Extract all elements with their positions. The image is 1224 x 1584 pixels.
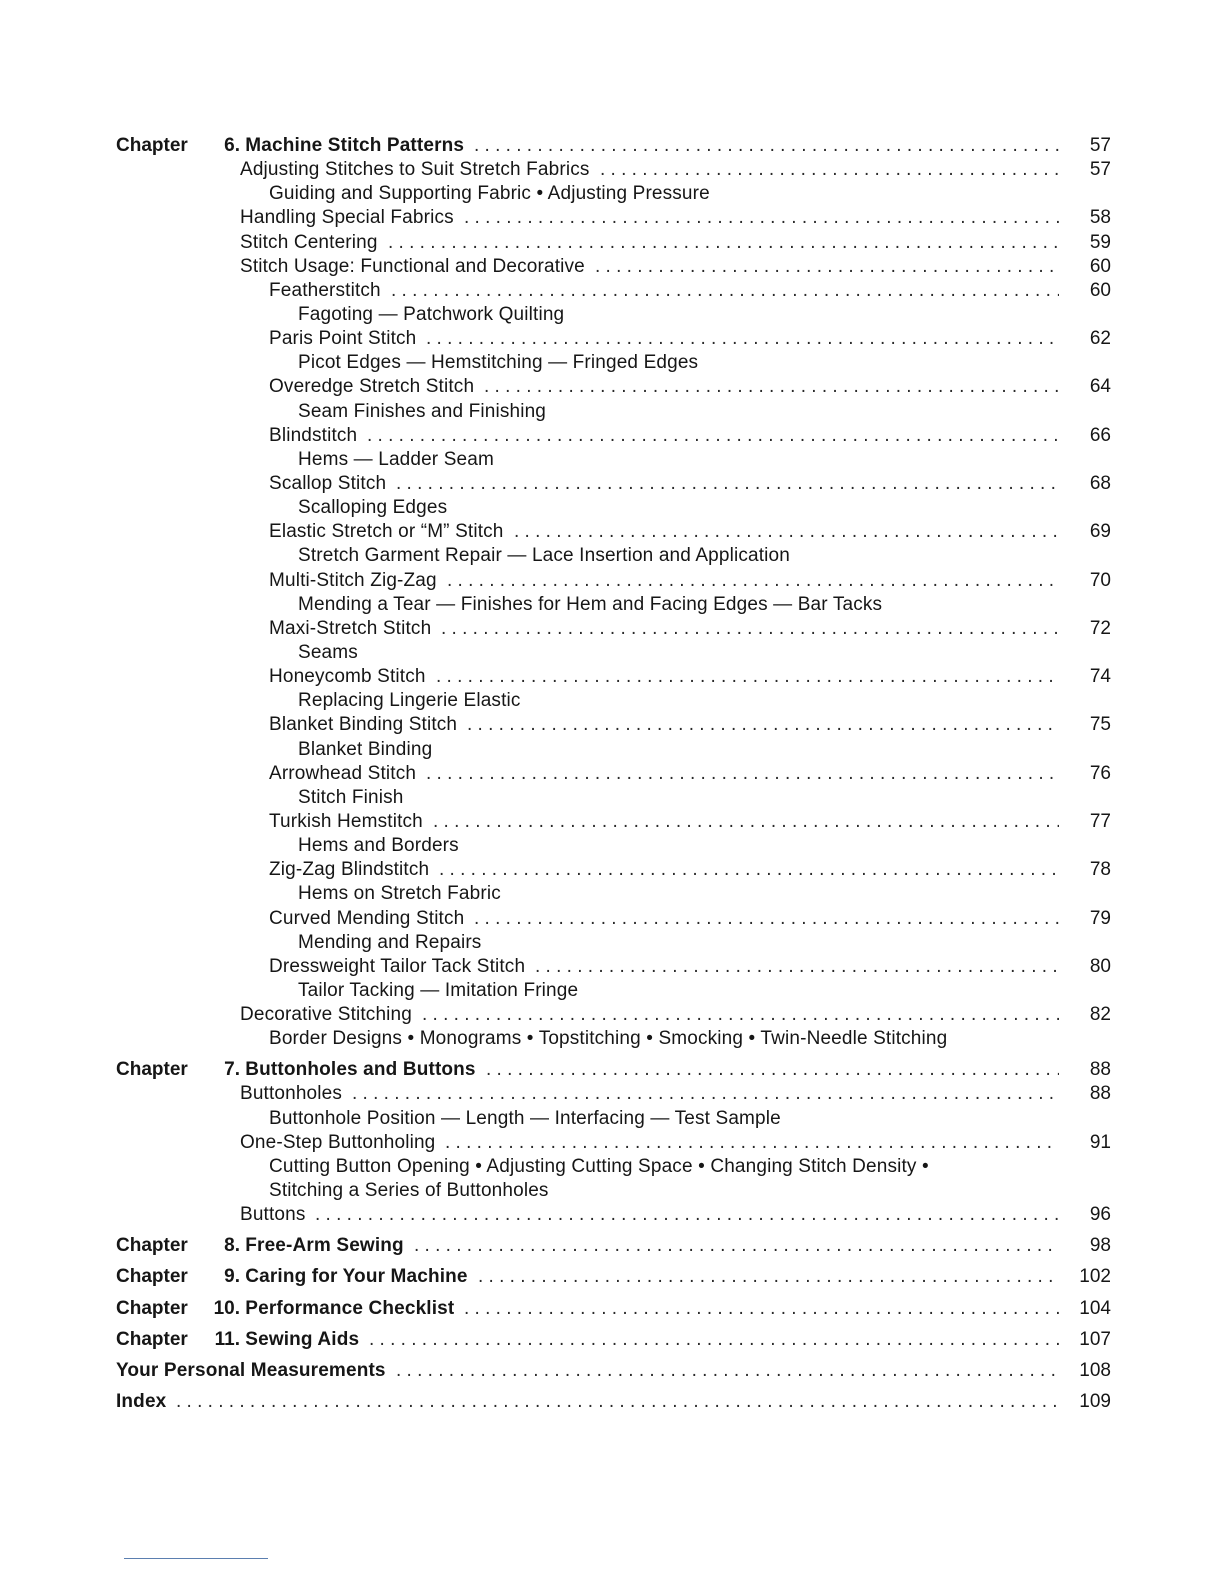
toc-entry-title: Overedge Stretch Stitch — [269, 376, 475, 398]
leader-dots — [436, 665, 1059, 689]
toc-entry-title: Handling Special Fabrics — [240, 207, 454, 229]
toc-entry-row — [116, 496, 1111, 520]
toc-entry-label — [240, 1131, 435, 1155]
chapter-number: 7. — [224, 1059, 240, 1081]
toc-page-number: 70 — [1089, 569, 1111, 591]
footer-rule — [124, 1558, 268, 1559]
toc-page-number: 104 — [1079, 1297, 1111, 1319]
toc-page-number: 88 — [1089, 1059, 1111, 1081]
leader-dots — [445, 1131, 1059, 1155]
toc-entry-row — [116, 279, 1111, 303]
leader-dots — [315, 1203, 1059, 1227]
leader-dots — [352, 1082, 1059, 1106]
toc-entry-title: Buttons — [240, 1204, 306, 1226]
toc-entry-title: Stitch Usage: Functional and Decorative — [240, 255, 585, 277]
chapter-label: Chapter — [116, 1266, 188, 1288]
toc-entry-title: Turkish Hemstitch — [269, 810, 423, 832]
leader-dots — [369, 1328, 1059, 1352]
toc-entry-title: Stitch Centering — [240, 231, 378, 253]
leader-dots — [414, 1234, 1059, 1258]
toc-entry-title: Mending and Repairs — [298, 931, 482, 953]
chapter-number: 6. — [224, 135, 240, 156]
toc-entry-row — [116, 955, 1111, 979]
toc-entry-label — [269, 424, 357, 448]
toc-entry-row — [116, 641, 1111, 665]
toc-entry-label — [116, 1359, 386, 1383]
toc-entry-row — [116, 738, 1111, 762]
leader-dots — [441, 617, 1059, 641]
toc-entry-title: Scalloping Edges — [298, 497, 448, 519]
toc-page-number: 82 — [1089, 1004, 1111, 1026]
toc-entry-label — [269, 810, 423, 834]
toc-chapter-row — [116, 1297, 1111, 1321]
chapter-label: Chapter — [116, 1328, 188, 1350]
toc-entry-row — [116, 665, 1111, 689]
toc-entry-row — [116, 858, 1111, 882]
toc-entry-label — [298, 496, 447, 520]
toc-entry-label — [116, 1265, 468, 1289]
toc-entry-row — [116, 786, 1111, 810]
toc-entry-title: Performance Checklist — [245, 1297, 455, 1319]
toc-entry-title: Stretch Garment Repair — Lace Insertion and Application — [298, 545, 790, 567]
toc-entry-label — [269, 569, 437, 593]
toc-entry-title: Scallop Stitch — [269, 472, 387, 494]
toc-entry-row — [116, 375, 1111, 399]
toc-entry-label — [116, 1390, 166, 1414]
toc-entry-label — [269, 472, 386, 496]
toc-entry-label — [240, 231, 378, 255]
leader-dots — [464, 1297, 1059, 1321]
toc-entry-title: Picot Edges — Hemstitching — Fringed Edges — [298, 352, 699, 374]
leader-dots — [595, 255, 1059, 279]
toc-entry-label — [116, 1234, 404, 1258]
toc-entry-label — [298, 979, 578, 1003]
toc-entry-label — [116, 1328, 359, 1352]
toc-entry-title: Stitch Finish — [298, 786, 404, 808]
chapter-label: Chapter — [116, 1297, 188, 1319]
toc-entry-row — [116, 158, 1111, 182]
toc-page-number: 66 — [1089, 424, 1111, 446]
leader-dots — [396, 1359, 1059, 1383]
toc-entry-title: Arrowhead Stitch — [269, 762, 417, 784]
toc-chapter-row — [116, 1234, 1111, 1258]
toc-entry-row — [116, 569, 1111, 593]
leader-dots — [447, 569, 1059, 593]
leader-dots — [439, 858, 1059, 882]
toc-entry-row — [116, 810, 1111, 834]
leader-dots — [467, 713, 1059, 737]
toc-entry-title: Hems — Ladder Seam — [298, 448, 494, 470]
toc-page-number: 78 — [1089, 859, 1111, 881]
toc-entry-label — [298, 400, 546, 424]
toc-page-number: 108 — [1079, 1359, 1111, 1381]
leader-dots — [484, 375, 1059, 399]
leader-dots — [474, 907, 1059, 931]
toc-entry-row — [116, 1359, 1111, 1383]
toc-entry-title: Elastic Stretch or “M” Stitch — [269, 521, 504, 543]
toc-entry-title: Mending a Tear — Finishes for Hem and Facing Edges — Bar Tacks — [298, 593, 883, 615]
toc-entry-title: Caring for Your Machine — [245, 1266, 468, 1288]
toc-entry-label — [269, 955, 525, 979]
toc-entry-row — [116, 1082, 1111, 1106]
leader-dots — [367, 424, 1059, 448]
toc-page-number: 72 — [1089, 617, 1111, 639]
toc-entry-title: Buttonholes and Buttons — [245, 1059, 476, 1081]
toc-entry-label — [116, 134, 464, 158]
toc-entry-label — [240, 1203, 305, 1227]
toc-entry-label — [298, 351, 698, 375]
toc-page-number: 74 — [1089, 666, 1111, 688]
toc-entry-label — [298, 738, 432, 762]
toc-entry-title: Blanket Binding — [298, 738, 433, 760]
toc-entry-label — [240, 255, 585, 279]
toc-entry-row — [116, 834, 1111, 858]
toc-entry-title: Buttonholes — [240, 1083, 343, 1105]
toc-entry-row — [116, 1027, 1111, 1051]
toc-chapter-row — [116, 1265, 1111, 1289]
toc-entry-label — [269, 762, 416, 786]
leader-dots — [535, 955, 1059, 979]
leader-dots — [474, 134, 1059, 158]
toc-page-number: 75 — [1089, 714, 1111, 736]
toc-entry-title: Cutting Button Opening • Adjusting Cutting Space • Changing Stitch Density • — [269, 1155, 929, 1177]
toc-entry-row — [116, 1203, 1111, 1227]
chapter-label: Chapter — [116, 1235, 188, 1257]
toc-entry-title: Paris Point Stitch — [269, 328, 417, 350]
toc-entry-label — [269, 1027, 947, 1051]
toc-entry-title: Replacing Lingerie Elastic — [298, 690, 521, 712]
toc-entry-label — [298, 786, 403, 810]
toc-entry-label — [116, 1297, 454, 1321]
toc-entry-row — [116, 1179, 1111, 1203]
leader-dots — [464, 206, 1059, 230]
toc-entry-row — [116, 713, 1111, 737]
leader-dots — [391, 279, 1059, 303]
toc-entry-label — [240, 158, 590, 182]
toc-page-number: 98 — [1089, 1235, 1111, 1257]
toc-page-number: 96 — [1089, 1204, 1111, 1226]
toc-entry-title: Honeycomb Stitch — [269, 666, 426, 688]
toc-entry-title: Adjusting Stitches to Suit Stretch Fabrics — [240, 159, 590, 181]
toc-entry-title: Seams — [298, 641, 358, 663]
toc-entry-title: Hems and Borders — [298, 835, 459, 857]
toc-entry-title: Border Designs • Monograms • Topstitching • Smocking • Twin-Needle Stitching — [269, 1028, 948, 1050]
toc-entry-row — [116, 424, 1111, 448]
toc-entry-row — [116, 448, 1111, 472]
toc-entry-label — [269, 665, 426, 689]
toc-page-number: 107 — [1079, 1328, 1111, 1350]
toc-entry-title: Hems on Stretch Fabric — [298, 883, 501, 905]
toc-page-number: 68 — [1089, 472, 1111, 494]
toc-entry-title: Featherstitch — [269, 279, 381, 301]
toc-entry-title: One-Step Buttonholing — [240, 1131, 436, 1153]
toc-entry-label — [116, 1058, 476, 1082]
toc-entry-row — [116, 303, 1111, 327]
toc-entry-title: Free-Arm Sewing — [245, 1235, 404, 1257]
toc-page-number: 91 — [1089, 1131, 1111, 1153]
chapter-number: 11. — [214, 1328, 240, 1350]
toc-page-number: 57 — [1089, 135, 1111, 156]
toc-entry-title: Zig-Zag Blindstitch — [269, 859, 430, 881]
toc-entry-row — [116, 1131, 1111, 1155]
toc-entry-label — [298, 641, 358, 665]
toc-entry-label — [298, 689, 521, 713]
toc-entry-row — [116, 255, 1111, 279]
toc-entry-row — [116, 206, 1111, 230]
toc-entry-label — [240, 1003, 412, 1027]
toc-entry-row — [116, 593, 1111, 617]
toc-entry-label — [298, 882, 501, 906]
toc-entry-row — [116, 1003, 1111, 1027]
toc-entry-row — [116, 231, 1111, 255]
toc-entry-label — [269, 907, 464, 931]
toc-page-number: 80 — [1089, 955, 1111, 977]
toc-entry-row — [116, 520, 1111, 544]
toc-entry-label — [298, 834, 459, 858]
toc-page-number: 59 — [1089, 231, 1111, 253]
leader-dots — [600, 158, 1059, 182]
toc-page-number: 77 — [1089, 810, 1111, 832]
toc-entry-row — [116, 762, 1111, 786]
toc-entry-row — [116, 1155, 1111, 1179]
leader-dots — [486, 1058, 1059, 1082]
toc-page-number: 58 — [1089, 207, 1111, 229]
toc-entry-title: Fagoting — Patchwork Quilting — [298, 303, 565, 325]
toc-entry-label — [240, 206, 454, 230]
leader-dots — [422, 1003, 1059, 1027]
toc-entry-title: Your Personal Measurements — [116, 1359, 386, 1381]
toc-page-number: 88 — [1089, 1083, 1111, 1105]
toc-page-number: 79 — [1089, 907, 1111, 929]
toc-entry-row — [116, 1107, 1111, 1131]
table-of-contents — [116, 134, 1111, 1414]
toc-entry-label — [269, 617, 431, 641]
toc-entry-label — [298, 303, 564, 327]
toc-entry-row — [116, 907, 1111, 931]
toc-page-number: 109 — [1079, 1391, 1111, 1413]
toc-entry-row — [116, 351, 1111, 375]
toc-entry-label — [269, 858, 429, 882]
toc-entry-label — [298, 448, 494, 472]
toc-entry-label — [298, 544, 790, 568]
toc-entry-row — [116, 931, 1111, 955]
leader-dots — [478, 1265, 1059, 1289]
toc-chapter-row — [116, 1328, 1111, 1352]
toc-entry-title: Maxi-Stretch Stitch — [269, 617, 432, 639]
toc-entry-label — [269, 713, 457, 737]
toc-entry-title: Seam Finishes and Finishing — [298, 400, 547, 422]
toc-chapter-row — [116, 1058, 1111, 1082]
toc-entry-label — [269, 1107, 781, 1131]
toc-entry-label — [298, 593, 882, 617]
chapter-number: 10. — [213, 1297, 240, 1319]
toc-entry-label — [269, 182, 710, 206]
toc-page-number: 76 — [1089, 762, 1111, 784]
toc-entry-title: Buttonhole Position — Length — Interfacing — Test Sample — [269, 1107, 781, 1129]
toc-entry-row — [116, 472, 1111, 496]
toc-entry-title: Multi-Stitch Zig-Zag — [269, 569, 437, 591]
toc-entry-title: Blindstitch — [269, 424, 358, 446]
leader-dots — [396, 472, 1059, 496]
toc-entry-label — [298, 931, 481, 955]
toc-entry-row — [116, 544, 1111, 568]
toc-entry-row — [116, 617, 1111, 641]
chapter-label: Chapter — [116, 135, 188, 156]
toc-entry-label — [269, 279, 381, 303]
toc-entry-title: Decorative Stitching — [240, 1004, 412, 1026]
toc-entry-row — [116, 689, 1111, 713]
toc-entry-title: Sewing Aids — [245, 1328, 360, 1350]
leader-dots — [176, 1390, 1059, 1414]
leader-dots — [426, 762, 1059, 786]
toc-entry-label — [240, 1082, 342, 1106]
toc-page-number: 62 — [1089, 328, 1111, 350]
chapter-number: 8. — [224, 1235, 240, 1257]
toc-entry-title: Tailor Tacking — Imitation Fringe — [298, 979, 579, 1001]
toc-entry-title: Stitching a Series of Buttonholes — [269, 1180, 549, 1202]
leader-dots — [426, 327, 1059, 351]
toc-entry-title: Dressweight Tailor Tack Stitch — [269, 955, 526, 977]
leader-dots — [388, 231, 1059, 255]
toc-chapter-row — [116, 134, 1111, 158]
toc-page-number: 60 — [1089, 279, 1111, 301]
toc-entry-title: Guiding and Supporting Fabric • Adjusting Pressure — [269, 183, 710, 205]
toc-entry-label — [269, 375, 474, 399]
leader-dots — [514, 520, 1059, 544]
toc-entry-label — [269, 520, 504, 544]
leader-dots — [433, 810, 1059, 834]
toc-entry-row — [116, 400, 1111, 424]
toc-entry-title: Index — [116, 1391, 167, 1413]
toc-entry-label — [269, 1179, 549, 1203]
toc-page-number: 64 — [1089, 376, 1111, 398]
toc-entry-row — [116, 882, 1111, 906]
toc-entry-title: Curved Mending Stitch — [269, 907, 465, 929]
chapter-number: 9. — [224, 1266, 240, 1288]
toc-entry-row — [116, 327, 1111, 351]
toc-entry-title: Machine Stitch Patterns — [245, 135, 465, 156]
toc-page-number: 57 — [1089, 159, 1111, 181]
toc-entry-row — [116, 979, 1111, 1003]
toc-page-number: 69 — [1089, 521, 1111, 543]
toc-entry-row — [116, 182, 1111, 206]
toc-entry-label — [269, 1155, 929, 1179]
toc-page-number: 60 — [1089, 255, 1111, 277]
toc-entry-title: Blanket Binding Stitch — [269, 714, 458, 736]
toc-entry-label — [269, 327, 416, 351]
chapter-label: Chapter — [116, 1059, 188, 1081]
toc-page-number: 102 — [1079, 1266, 1111, 1288]
toc-entry-row — [116, 1390, 1111, 1414]
